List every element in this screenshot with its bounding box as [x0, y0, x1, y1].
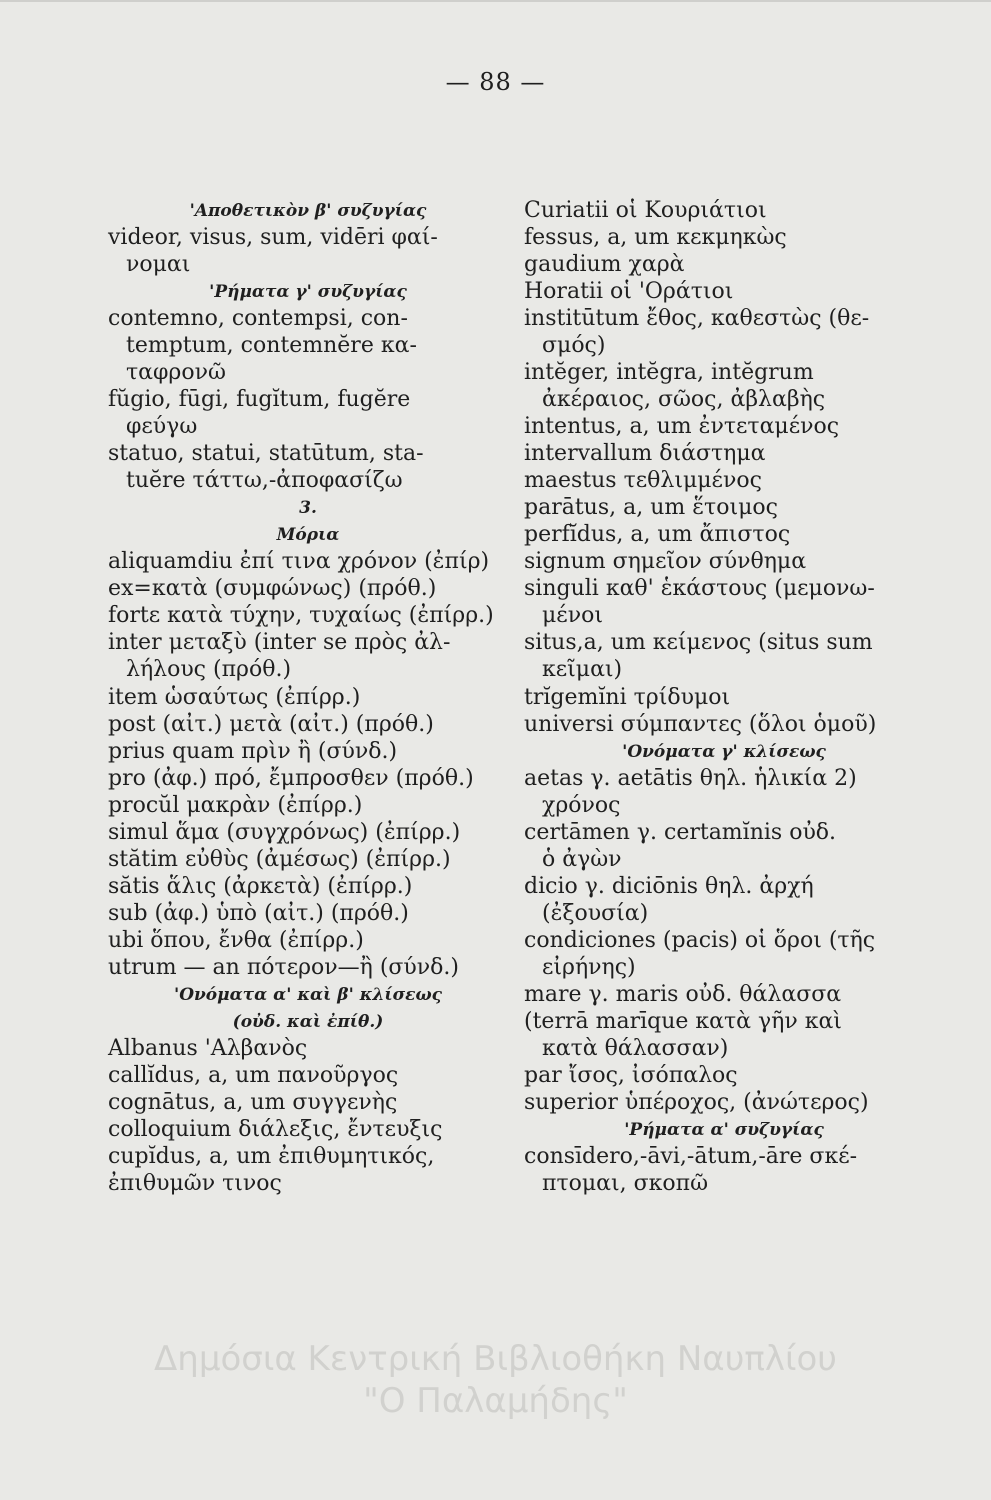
left-entry-line: prius quam πρὶν ἢ (σύνδ.) [108, 739, 398, 764]
right-entry-line: Curiatii οἱ Κουριάτιοι [524, 198, 767, 223]
left-entry-line: post (αἰτ.) μετὰ (αἰτ.) (πρόθ.) [108, 712, 434, 737]
left-entry-line: ταφρονῶ [126, 360, 226, 385]
right-entry-line: Horatii οἱ 'Οράτιοι [524, 279, 734, 304]
left-entry-line: aliquamdiu ἐπί τινα χρόνον (ἐπίρ) [108, 549, 490, 574]
right-entry-line: universi σύμπαντες (ὅλοι ὁμοῦ) [524, 712, 877, 737]
right-entry-line: κατὰ θάλασσαν) [542, 1036, 729, 1061]
right-entry-line: χρόνος [542, 793, 621, 818]
left-entry-line: tuĕre τάττω,-ἀποφασίζω [126, 468, 403, 493]
right-entry-line: singuli καθ' ἑκάστους (μεμονω- [524, 576, 875, 601]
right-section-heading: 'Ονόματα γ' κλίσεως [622, 742, 826, 762]
right-entry-line: μένοι [542, 603, 603, 628]
right-entry-line: fessus, a, um κεκμηκὼς [524, 225, 787, 250]
right-entry-line: maestus τεθλιμμένος [524, 468, 762, 493]
left-entry-line: ἐπιθυμῶν τινος [108, 1171, 282, 1196]
left-entry-line: pro (ἀφ.) πρό, ἔμπροσθεν (πρόθ.) [108, 766, 474, 791]
left-entry-line: inter μεταξὺ (inter se πρὸς ἀλ- [108, 630, 451, 655]
watermark-line-2: "Ο Παλαμήδης" [363, 1381, 628, 1421]
right-entry-line: dicio γ. diciōnis θηλ. ἀρχή [524, 874, 814, 899]
right-entry-line: aetas γ. aetātis θηλ. ἡλικία 2) [524, 766, 857, 791]
left-entry-line: stătim εὐθὺς (ἀμέσως) (ἐπίρρ.) [108, 847, 451, 872]
left-entry-line: fŭgio, fūgi, fugĭtum, fugĕre [108, 387, 411, 412]
right-entry-line: institūtum ἔθος, καθεστὼς (θε- [524, 306, 870, 331]
right-entry-line: intĕger, intĕgra, intĕgrum [524, 360, 814, 385]
right-entry-line: mare γ. maris οὐδ. θάλασσα [524, 982, 842, 1007]
right-entry-line: superior ὑπέροχος, (ἀνώτερος) [524, 1090, 869, 1115]
left-section-heading: 3. [299, 498, 317, 518]
left-entry-line: cognātus, a, um συγγενὴς [108, 1090, 398, 1115]
left-entry-line: callĭdus, a, um πανοῦργος [108, 1063, 399, 1088]
right-entry-line: κεῖμαι) [542, 657, 623, 682]
right-entry-line: perfĭdus, a, um ἄπιστος [524, 522, 791, 547]
left-entry-line: statuo, statui, statūtum, sta- [108, 441, 424, 466]
left-entry-line: colloquium διάλεξις, ἔντευξις [108, 1117, 443, 1142]
watermark-line-1: Δημόσια Κεντρική Βιβλιοθήκη Ναυπλίου [154, 1339, 837, 1379]
right-entry-line: situs,a, um κείμενος (situs sum [524, 630, 873, 655]
left-section-heading: 'Ρήματα γ' συζυγίας [209, 282, 407, 302]
left-entry-line: νομαι [126, 252, 191, 277]
left-entry-line: utrum — an πότερον—ἢ (σύνδ.) [108, 955, 459, 980]
right-entry-line: (terrā marīque κατὰ γῆν καὶ [524, 1009, 842, 1034]
library-watermark [0, 1338, 991, 1422]
right-entry-line: (ἐξουσία) [542, 901, 649, 926]
right-entry-line: εἰρήνης) [542, 955, 636, 980]
left-entry-line: sătis ἅλις (ἀρκετὰ) (ἐπίρρ.) [108, 874, 413, 899]
left-entry-line: sub (ἀφ.) ὑπὸ (αἰτ.) (πρόθ.) [108, 901, 409, 926]
left-entry-line: Albanus 'Αλβανὸς [108, 1036, 308, 1061]
right-entry-line: condiciones (pacis) οἱ ὅροι (τῆς [524, 928, 876, 953]
right-section-heading: 'Ρήματα α' συζυγίας [624, 1120, 824, 1140]
left-entry-line: fortε κατὰ τύχην, τυχαίως (ἐπίρρ.) [108, 603, 494, 628]
left-entry-line: temptum, contemnĕre κα- [126, 333, 417, 358]
left-entry-line: φεύγω [126, 414, 198, 439]
right-entry-line: parātus, a, um ἕτοιμος [524, 495, 778, 520]
right-entry-line: ὁ ἀγὼν [542, 847, 622, 872]
left-entry-line: item ὡσαύτως (ἐπίρρ.) [108, 685, 361, 710]
left-entry-line: ex=κατὰ (συμφώνως) (πρόθ.) [108, 576, 437, 601]
left-entry-line: cupĭdus, a, um ἐπιθυμητικός, [108, 1144, 435, 1169]
right-entry-line: signum σημεῖον σύνθημα [524, 549, 807, 574]
left-entry-line: ubi ὅπου, ἔνθα (ἐπίρρ.) [108, 928, 364, 953]
left-section-heading: (οὐδ. καὶ ἐπίθ.) [232, 1012, 384, 1032]
left-entry-line: λήλους (πρόθ.) [126, 657, 292, 682]
left-entry-line: simul ἅμα (συγχρόνως) (ἐπίρρ.) [108, 820, 461, 845]
right-entry-line: par ἴσος, ἰσόπαλος [524, 1063, 738, 1088]
right-entry-line: certāmen γ. certamĭnis οὐδ. [524, 820, 837, 845]
left-section-heading: 'Αποθετικὸν β' συζυγίας [189, 201, 427, 221]
left-section-heading: Μόρια [276, 525, 340, 545]
left-entry-line: videor, visus, sum, vidēri φαί- [108, 225, 438, 250]
right-entry-line: gaudium χαρὰ [524, 252, 685, 277]
right-entry-line: trĭgemĭni τρίδυμοι [524, 685, 731, 710]
right-entry-line: consīdero,-āvi,-ātum,-āre σκέ- [524, 1144, 858, 1169]
right-entry-line: intervallum διάστημα [524, 441, 766, 466]
left-entry-line: procŭl μακρὰν (ἐπίρρ.) [108, 793, 363, 818]
right-entry-line: σμός) [542, 333, 606, 358]
left-section-heading: 'Ονόματα α' καὶ β' κλίσεως [174, 985, 442, 1005]
top-edge-rule [0, 0, 991, 2]
page-number: — 88 — [445, 68, 546, 96]
left-entry-line: contemno, contempsi, con- [108, 306, 408, 331]
right-entry-line: intentus, a, um ἐντεταμένος [524, 414, 840, 439]
right-entry-line: πτομαι, σκοπῶ [542, 1171, 709, 1196]
right-entry-line: ἀκέραιος, σῶος, ἀβλαβὴς [542, 387, 826, 412]
